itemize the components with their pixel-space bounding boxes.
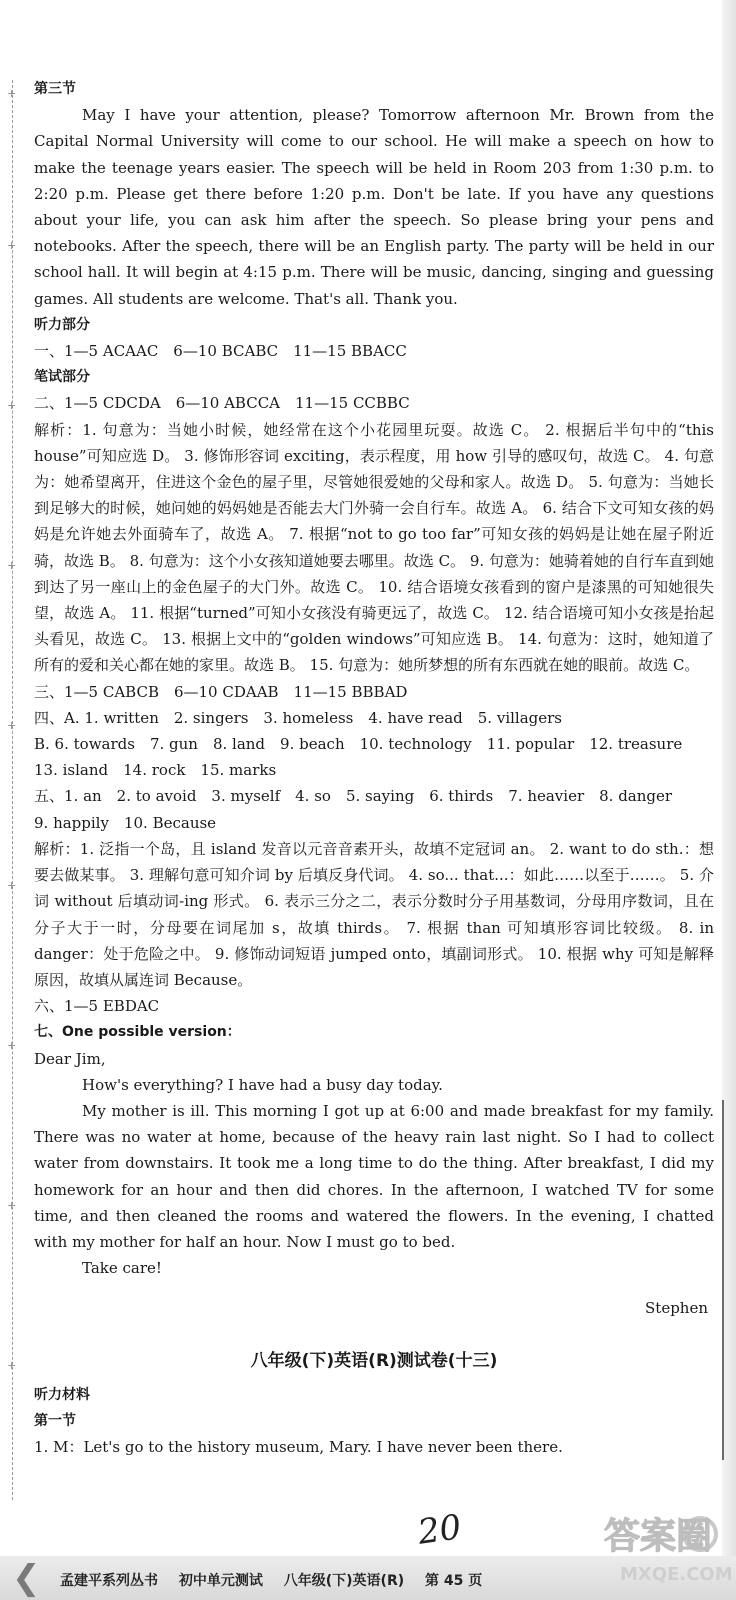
footer-text [60,1570,498,1590]
handwritten-number: 20 [415,1507,464,1553]
part-4-a-answers: 四、A. 1. written 2. singers 3. homeless 4. have read 5. villagers [34,708,563,727]
listening-answers: 一、1—5 ACAAC 6—10 BCABC 11—15 BBACC [34,342,407,361]
letter-signature: Stephen [645,1299,708,1318]
footer-grade: 八年级(下)英语(R) [283,1573,405,1589]
part-7-heading: 七、One possible version： [34,1024,241,1041]
letter-paragraph-2: My mother is ill. This morning I got up at 6:00 and made breakfast for my family. There was no water at home, because of the heavy rain last night. So I had to collect water from downstairs. It took me a long time to do the thing. After breakfast, I did my homework for an hour and then did chores. In the afternoon, I watched TV for some time, and then cleaned the rooms and watered the flowers. In the evening, I chatted with my mother for half an hour. Now I must go to bed. [34,1101,714,1251]
margin-cross-mark: + [7,879,17,892]
part-2-explanation: 解析：1. 句意为：当她小时候，她经常在这个小花园里玩耍。故选 C。 2. 根据后半句中的“this house”可知应选 D。 3. 修饰形容词 exciting，表示程度，用 how 引导的感叹句，故选 C。 4. 句意为：她希望离开，住进这个金色的屋子里，尽管她很爱她的父母和家人。故选 D。 5. 句意为：当她长到足够大的时候，她问她的妈妈她是否能去大门外骑一会自行车。故选 A。 6. 结合下文可知女孩的妈妈是允许她去外面骑车了，故选 A。 7. 根据“not to go too far”可知女孩的妈妈是让她在屋子附近骑，故选 B。 8. 句意为：这个小女孩知道她要去哪里。故选 C。 9. 句意为：她骑着她的自行车直到她到达了另一座山上的金色屋子的大门外。故选 C。 10. 结合语境女孩看到的窗户是漆黑的可知她很失望，故选 A。 11. 根据“turned”可知小女孩没有骑更远了，故选 C。 12. 结合语境可知小女孩是抬起头看见，故选 C。 13. 根据上文中的“golden windows”可知应选 B。 14. 句意为：这时，她知道了所有的爱和关心都在她的家里。故选 B。 15. 句意为：她所梦想的所有东西就在她的眼前。故选 C。 [34,420,714,675]
margin-cross-mark: + [7,1039,17,1052]
binding-margin-line [12,80,13,1500]
page-edge-line [722,1100,724,1460]
part-2-answers: 二、1—5 CDCDA 6—10 ABCCA 11—15 CCBBC [34,394,410,413]
part-4-b-answers-continued: 13. island 14. rock 15. marks [34,761,277,780]
section-1-heading: 第一节 [34,1412,76,1429]
margin-cross-mark: + [7,1199,17,1212]
footer-page-number: 第 45 页 [425,1573,483,1589]
listening-heading: 听力部分 [34,316,90,333]
letter-paragraph-1: How's everything? I have had a busy day today. [82,1075,443,1094]
footer-book: 初中单元测试 [178,1573,263,1589]
part-4-b-answers: B. 6. towards 7. gun 8. land 9. beach 10. technology 11. popular 12. treasure [34,735,683,754]
margin-cross-mark: + [7,87,17,100]
letter-closing: Take care! [82,1259,162,1278]
watermark-url: MXQE.COM [620,1564,733,1585]
margin-cross-mark: + [7,559,17,572]
test-title: 八年级(下)英语(R)测试卷(十三) [250,1350,498,1371]
margin-cross-mark: + [7,399,17,412]
watermark-logo [602,1500,733,1590]
section-3-listening-text: May I have your attention, please? Tomorrow afternoon Mr. Brown from the Capital Normal University will come to our school. He will make a speech on how to make the teenage years easier. The speech will be held in Room 203 from 1:30 p.m. to 2:20 p.m. Please get there before 1:20 p.m. Don't be late. If you have any questions about your life, you can ask him after the speech. So please bring your pens and notebooks. After the speech, there will be an English party. The party will be held in our school hall. It will begin at 4:15 p.m. There will be music, dancing, singing and guessing games. All students are welcome. That's all. Thank you. [34,106,714,308]
material-heading: 听力材料 [34,1386,90,1403]
footer-series: 孟建平系列丛书 [60,1573,158,1589]
margin-cross-mark: + [7,239,17,252]
written-heading: 笔试部分 [34,369,90,386]
page-content [34,76,714,1460]
part-5-answers: 五、1. an 2. to avoid 3. myself 4. so 5. saying 6. thirds 7. heavier 8. danger [34,787,673,806]
part-3-answers: 三、1—5 CABCB 6—10 CDAAB 11—15 BBBAD [34,682,408,701]
part-5-explanation: 解析：1. 泛指一个岛，且 island 发音以元音音素开头，故填不定冠词 an。 2. want to do sth.：想要去做某事。 3. 理解句意可知介词 by 后填反身代词。 4. so... that...：如此……以至于……。 5. 介词 without 后填动词-ing 形式。 6. 表示三分之二，表示分数时分子用基数词，分母用序数词，且在分子大于一时，分母要在词尾加 s，故填 thirds。 7. 根据 than 可知填形容词比较级。 8. in danger：处于危险之中。 9. 修饰动词短语 jumped onto，填副词形式。 10. 根据 why 可知是解释原因，故填从属连词 Because。 [34,839,714,989]
chevron-left-icon: ❮ [12,1558,41,1598]
margin-cross-mark: + [7,1359,17,1372]
letter-greeting: Dear Jim, [34,1049,106,1068]
watermark-chars: 答案圈 [604,1516,713,1557]
part-6-answers: 六、1—5 EBDAC [34,997,160,1016]
section-3-heading: 第三节 [34,81,76,97]
section-1-line-1: 1. M：Let's go to the history museum, Mary. I have never been there. [34,1438,563,1457]
page-edge-shadow [722,0,736,1600]
part-5-answers-continued: 9. happily 10. Because [34,813,217,832]
margin-cross-mark: + [7,719,17,732]
